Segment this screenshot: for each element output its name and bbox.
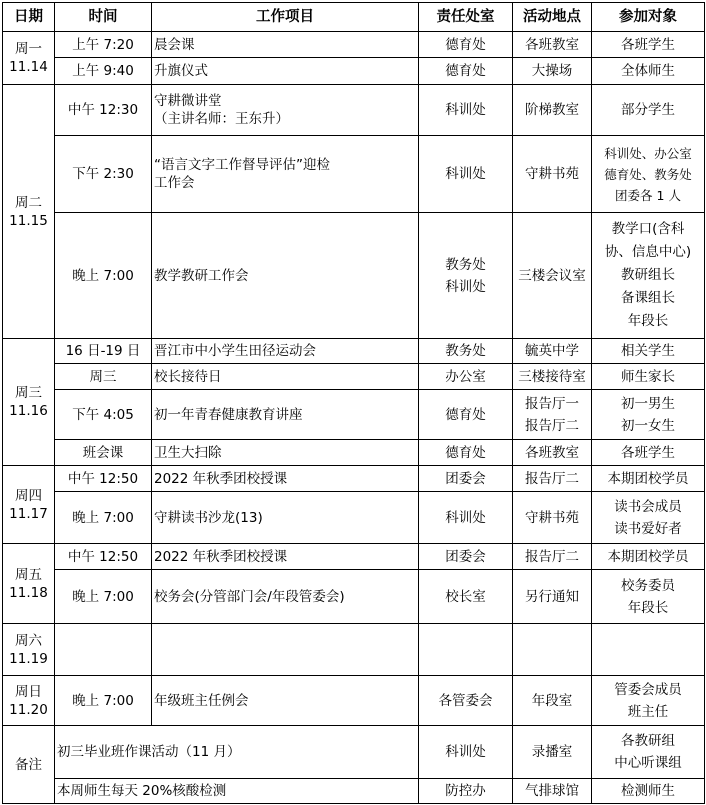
day-cell-saturday: 周六 11.19	[3, 624, 55, 676]
place-cell: 另行通知	[513, 570, 592, 624]
attendees-cell: 初一男生 初一女生	[592, 390, 705, 440]
time-cell: 晚上 7:00	[55, 570, 152, 624]
attendees-cell: 检测师生	[592, 779, 705, 804]
place-cell: 大操场	[513, 58, 592, 85]
table-row	[3, 726, 705, 779]
weekly-schedule-table	[2, 2, 705, 804]
table-row	[3, 676, 705, 726]
time-cell: 中午 12:50	[55, 544, 152, 570]
place-cell: 毓英中学	[513, 339, 592, 364]
time-cell: 中午 12:50	[55, 466, 152, 492]
attendees-cell	[592, 624, 705, 676]
dept-cell: 教务处	[419, 339, 513, 364]
dept-cell: 德育处	[419, 390, 513, 440]
item-cell: 校长接待日	[152, 364, 419, 390]
attendees-cell: 管委会成员 班主任	[592, 676, 705, 726]
table-row	[3, 440, 705, 466]
time-cell: 班会课	[55, 440, 152, 466]
place-cell: 三楼会议室	[513, 213, 592, 339]
table-row	[3, 136, 705, 213]
dept-cell	[419, 624, 513, 676]
time-cell: 晚上 7:00	[55, 676, 152, 726]
place-cell: 气排球馆	[513, 779, 592, 804]
attendees-cell: 校务委员 年段长	[592, 570, 705, 624]
day-cell-tuesday: 周二 11.15	[3, 85, 55, 339]
time-cell	[55, 624, 152, 676]
attendees-cell: 相关学生	[592, 339, 705, 364]
table-row	[3, 544, 705, 570]
item-cell: 初一年青春健康教育讲座	[152, 390, 419, 440]
time-cell: 晚上 7:00	[55, 492, 152, 544]
item-cell: 校务会(分管部门会/年段管委会)	[152, 570, 419, 624]
place-cell: 阶梯教室	[513, 85, 592, 136]
item-cell: 升旗仪式	[152, 58, 419, 85]
item-cell: 守耕微讲堂 （主讲名师：王东升）	[152, 85, 419, 136]
time-cell: 中午 12:30	[55, 85, 152, 136]
day-cell-monday: 周一 11.14	[3, 32, 55, 85]
place-cell: 守耕书苑	[513, 492, 592, 544]
table-row	[3, 85, 705, 136]
dept-cell: 各管委会	[419, 676, 513, 726]
time-cell: 下午 4:05	[55, 390, 152, 440]
table-row	[3, 58, 705, 85]
day-cell-thursday: 周四 11.17	[3, 466, 55, 544]
time-cell: 16 日-19 日	[55, 339, 152, 364]
attendees-cell: 全体师生	[592, 58, 705, 85]
dept-cell: 团委会	[419, 466, 513, 492]
time-cell: 晚上 7:00	[55, 213, 152, 339]
attendees-cell: 各班学生	[592, 440, 705, 466]
dept-cell: 德育处	[419, 440, 513, 466]
place-cell: 报告厅二	[513, 544, 592, 570]
item-cell: 卫生大扫除	[152, 440, 419, 466]
attendees-cell: 各班学生	[592, 32, 705, 58]
dept-cell: 科训处	[419, 136, 513, 213]
day-cell-sunday: 周日 11.20	[3, 676, 55, 726]
attendees-cell: 科训处、办公室 德育处、教务处 团委各 1 人	[592, 136, 705, 213]
time-cell: 上午 7:20	[55, 32, 152, 58]
attendees-cell: 部分学生	[592, 85, 705, 136]
place-cell: 年段室	[513, 676, 592, 726]
item-cell: “语言文字工作督导评估”迎检 工作会	[152, 136, 419, 213]
place-cell: 三楼接待室	[513, 364, 592, 390]
table-row	[3, 624, 705, 676]
item-cell: 晨会课	[152, 32, 419, 58]
item-cell: 2022 年秋季团校授课	[152, 544, 419, 570]
attendees-cell: 师生家长	[592, 364, 705, 390]
note-item-cell: 本周师生每天 20%核酸检测	[55, 779, 419, 804]
attendees-cell: 教学口(含科 协、信息中心) 教研组长 备课组长 年段长	[592, 213, 705, 339]
item-cell: 守耕读书沙龙(13)	[152, 492, 419, 544]
item-cell: 教学教研工作会	[152, 213, 419, 339]
item-cell: 2022 年秋季团校授课	[152, 466, 419, 492]
table-row	[3, 339, 705, 364]
table-row	[3, 779, 705, 804]
time-cell: 下午 2:30	[55, 136, 152, 213]
day-cell-friday: 周五 11.18	[3, 544, 55, 624]
dept-cell: 教务处 科训处	[419, 213, 513, 339]
attendees-cell: 本期团校学员	[592, 544, 705, 570]
note-item-cell: 初三毕业班作课活动（11 月）	[55, 726, 419, 779]
header-attendees: 参加对象	[592, 3, 705, 32]
dept-cell: 科训处	[419, 85, 513, 136]
place-cell: 录播室	[513, 726, 592, 779]
table-row	[3, 32, 705, 58]
table-row	[3, 570, 705, 624]
table-row	[3, 390, 705, 440]
time-cell: 周三	[55, 364, 152, 390]
header-row	[3, 3, 705, 32]
place-cell	[513, 624, 592, 676]
attendees-cell: 读书会成员 读书爱好者	[592, 492, 705, 544]
header-date: 日期	[3, 3, 55, 32]
item-cell	[152, 624, 419, 676]
dept-cell: 团委会	[419, 544, 513, 570]
table-row	[3, 364, 705, 390]
item-cell: 年级班主任例会	[152, 676, 419, 726]
table-row	[3, 213, 705, 339]
table-row	[3, 466, 705, 492]
dept-cell: 办公室	[419, 364, 513, 390]
dept-cell: 防控办	[419, 779, 513, 804]
header-dept: 责任处室	[419, 3, 513, 32]
time-cell: 上午 9:40	[55, 58, 152, 85]
table-row	[3, 492, 705, 544]
place-cell: 报告厅一 报告厅二	[513, 390, 592, 440]
place-cell: 各班教室	[513, 32, 592, 58]
dept-cell: 德育处	[419, 58, 513, 85]
dept-cell: 科训处	[419, 492, 513, 544]
header-item: 工作项目	[152, 3, 419, 32]
day-cell-wednesday: 周三 11.16	[3, 339, 55, 466]
item-cell: 晋江市中小学生田径运动会	[152, 339, 419, 364]
place-cell: 报告厅二	[513, 466, 592, 492]
place-cell: 各班教室	[513, 440, 592, 466]
dept-cell: 德育处	[419, 32, 513, 58]
header-place: 活动地点	[513, 3, 592, 32]
day-cell-notes: 备注	[3, 726, 55, 804]
place-cell: 守耕书苑	[513, 136, 592, 213]
attendees-cell: 本期团校学员	[592, 466, 705, 492]
dept-cell: 科训处	[419, 726, 513, 779]
dept-cell: 校长室	[419, 570, 513, 624]
header-time: 时间	[55, 3, 152, 32]
attendees-cell: 各教研组 中心听课组	[592, 726, 705, 779]
